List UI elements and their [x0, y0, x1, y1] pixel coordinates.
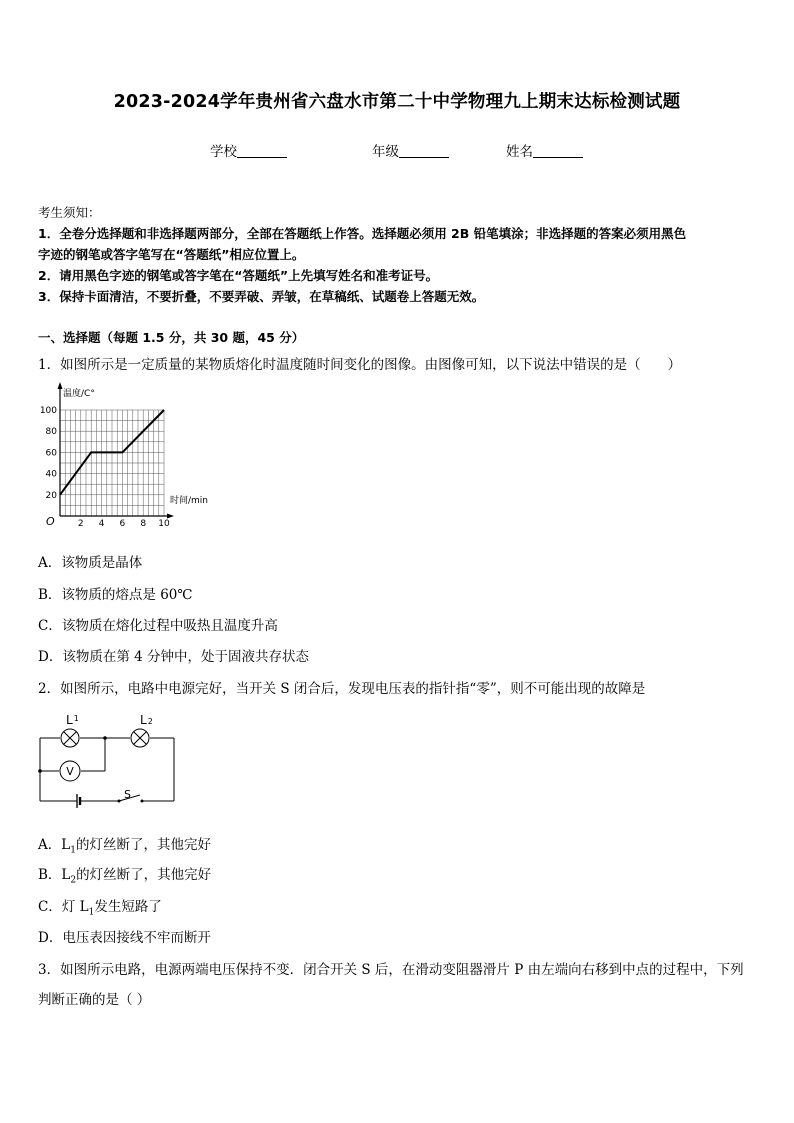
school-blank: [237, 145, 287, 158]
x-tick-labels: [78, 519, 170, 529]
x-axis-label: 时间/min: [170, 496, 209, 506]
q1-option-a: A．该物质是晶体: [38, 555, 143, 571]
grade-blank: [399, 145, 449, 158]
x-tick-label: 4: [98, 519, 105, 529]
notice-item-1-cont: 字迹的钢笔或答字笔写在“答题纸”相应位置上。: [38, 247, 305, 262]
voltmeter-label: V: [66, 765, 74, 778]
notice-item-3: 3．保持卡面清洁，不要折叠，不要弄破、弄皱，在草稿纸、试题卷上答题无效。: [38, 289, 485, 304]
school-label: 学校: [210, 144, 237, 160]
name-label: 姓名: [506, 144, 533, 160]
circuit-diagram: [30, 708, 190, 808]
q2-option-d: D．电压表因接线不牢而断开: [38, 930, 211, 946]
grade-field: [372, 140, 449, 160]
y-tick-label: 100: [39, 406, 57, 416]
switch-label: S: [124, 788, 131, 801]
y-axis-arrow: [58, 382, 63, 389]
y-tick-label: 60: [45, 448, 57, 459]
x-tick-label: 8: [140, 519, 147, 529]
section-heading: 一、选择题（每题 1.5 分，共 30 题，45 分）: [38, 330, 305, 345]
junction-dot: [38, 769, 42, 773]
junction-dot: [103, 736, 107, 740]
q1-option-d: D．该物质在第 4 分钟中，处于固液共存状态: [38, 649, 309, 665]
x-tick-label: 2: [77, 519, 84, 529]
x-tick-label: 10: [158, 519, 170, 529]
q2-option-a: A．$L_1$的灯丝断了，其他完好: [38, 837, 211, 856]
temperature-time-graph: [36, 380, 226, 530]
grade-label: 年级: [372, 144, 399, 160]
y-tick-labels: [40, 406, 57, 501]
notice-item-2: 2．请用黑色字迹的钢笔或答字笔在“答题纸”上先填写姓名和准考证号。: [38, 268, 439, 283]
notice-heading: 考生须知：: [38, 205, 101, 220]
x-axis-arrow: [167, 514, 174, 519]
q1-option-c: C．该物质在熔化过程中吸热且温度升高: [38, 618, 278, 634]
q2-option-c: C．灯 $L_1$发生短路了: [38, 899, 162, 918]
q1-option-b: B．该物质的熔点是 60℃: [38, 587, 193, 603]
origin-label: O: [46, 515, 55, 528]
page-title: 2023-2024学年贵州省六盘水市第二十中学物理九上期末达标检测试题: [113, 92, 681, 112]
q2-option-b: B．$L_2$的灯丝断了，其他完好: [38, 867, 212, 886]
q1-stem: 1．如图所示是一定质量的某物质熔化时温度随时间变化的图像。由图像可知，以下说法中错误的是（ ）: [38, 357, 682, 373]
q3-stem-line1: 3．如图所示电路，电源两端电压保持不变．闭合开关 S 后，在滑动变阻器滑片 P 由左端向右移到中点的过程中，下列: [38, 962, 744, 978]
lamp-l1-icon: [61, 729, 79, 747]
y-axis-label: 温度/C°: [63, 389, 95, 399]
y-tick-label: 20: [45, 490, 57, 501]
y-tick-label: 80: [45, 427, 57, 438]
y-tick-label: 40: [45, 469, 57, 480]
school-field: [210, 140, 287, 160]
name-field: [506, 140, 583, 160]
lamp-l1-label: $L^1$: [66, 713, 79, 727]
lamp-l2-icon: [131, 729, 149, 747]
notice-item-1: 1．全卷分选择题和非选择题两部分，全部在答题纸上作答。选择题必须用 2B 铅笔填涂；非选择题的答案必须用黑色: [38, 226, 687, 241]
name-blank: [533, 145, 583, 158]
x-tick-label: 6: [119, 519, 126, 529]
q2-stem: 2．如图所示，电路中电源完好，当开关 S 闭合后，发现电压表的指针指“零”，则不可能出现的故障是: [38, 681, 646, 697]
q3-stem-line2: 判断正确的是（ ）: [38, 992, 151, 1008]
lamp-l2-label: L2: [140, 713, 153, 727]
switch-contact: [141, 800, 144, 803]
